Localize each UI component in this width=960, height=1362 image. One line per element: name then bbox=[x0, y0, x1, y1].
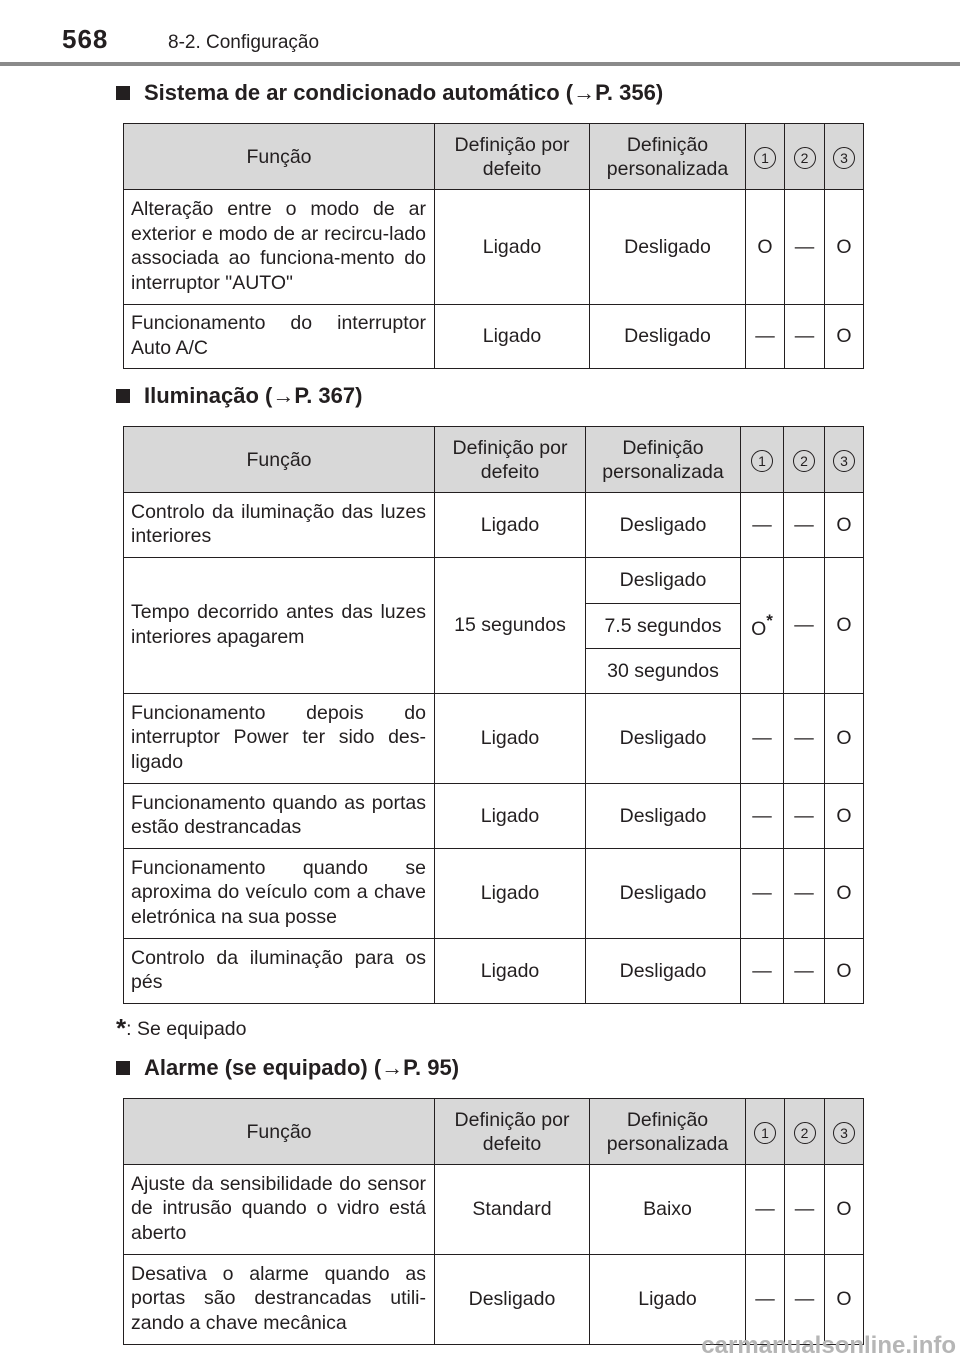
setting-2-cell: — bbox=[784, 784, 825, 849]
function-cell: Funcionamento quando se aproxima do veículo com a chave eletrónica na sua posse bbox=[124, 849, 435, 939]
setting-1-cell: — bbox=[746, 1165, 785, 1255]
function-cell: Controlo da iluminação das luzes interiores bbox=[124, 493, 435, 558]
table-row bbox=[124, 305, 864, 369]
setting-2-cell: — bbox=[784, 493, 825, 558]
custom-option-cell: Desligado bbox=[586, 558, 741, 604]
setting-1-cell: — bbox=[741, 694, 784, 784]
default-cell: Desligado bbox=[435, 1255, 590, 1345]
default-cell: Ligado bbox=[435, 190, 590, 305]
circled-1-icon: 1 bbox=[754, 147, 776, 169]
setting-2-cell: — bbox=[784, 939, 825, 1004]
table-row bbox=[124, 493, 864, 558]
circled-2-icon: 2 bbox=[794, 1122, 816, 1144]
col-header-3 bbox=[825, 1099, 864, 1165]
section-heading-lighting bbox=[116, 383, 362, 409]
custom-cell: Desligado bbox=[586, 939, 741, 1004]
col-header-function: Função bbox=[124, 124, 435, 190]
table-row bbox=[124, 694, 864, 784]
footnote bbox=[116, 1013, 246, 1044]
function-cell: Funcionamento depois do interruptor Power ter sido des-ligado bbox=[124, 694, 435, 784]
square-bullet-icon bbox=[116, 389, 130, 403]
col-header-custom: Definição personalizada bbox=[586, 427, 741, 493]
custom-cell: Desligado bbox=[586, 849, 741, 939]
function-cell: Funcionamento do interruptor Auto A/C bbox=[124, 305, 435, 369]
default-cell: Ligado bbox=[435, 305, 590, 369]
setting-3-cell: O bbox=[825, 305, 864, 369]
setting-1-cell: — bbox=[741, 784, 784, 849]
function-cell: Funcionamento quando as portas estão destrancadas bbox=[124, 784, 435, 849]
col-header-2 bbox=[784, 427, 825, 493]
table-header-row bbox=[124, 124, 864, 190]
section-heading-alarm bbox=[116, 1055, 459, 1081]
col-header-default: Definição por defeito bbox=[435, 124, 590, 190]
setting-3-cell: O bbox=[825, 190, 864, 305]
setting-1-cell: — bbox=[741, 493, 784, 558]
table-row bbox=[124, 849, 864, 939]
default-cell: Ligado bbox=[435, 694, 586, 784]
page-number: 568 bbox=[62, 24, 109, 54]
default-cell: Standard bbox=[435, 1165, 590, 1255]
setting-2-cell: — bbox=[785, 1165, 825, 1255]
footnote-mark: * bbox=[116, 1013, 127, 1043]
section-title: Sistema de ar condicionado automático (→P. 356) bbox=[144, 80, 664, 105]
header-divider bbox=[0, 62, 960, 66]
default-cell: Ligado bbox=[435, 784, 586, 849]
table-row bbox=[124, 190, 864, 305]
section-heading-ac bbox=[116, 80, 663, 106]
setting-2-cell: — bbox=[784, 694, 825, 784]
section-title: Alarme (se equipado) (→P. 95) bbox=[144, 1055, 460, 1080]
circled-2-icon: 2 bbox=[793, 450, 815, 472]
default-cell: Ligado bbox=[435, 849, 586, 939]
setting-1-cell: O bbox=[746, 190, 785, 305]
setting-3-cell: O bbox=[825, 558, 864, 694]
col-header-1 bbox=[746, 1099, 785, 1165]
col-header-custom: Definição personalizada bbox=[590, 124, 746, 190]
function-cell: Tempo decorrido antes das luzes interiores apagarem bbox=[124, 558, 435, 694]
col-header-2 bbox=[785, 1099, 825, 1165]
circled-1-icon: 1 bbox=[754, 1122, 776, 1144]
setting-1-cell bbox=[741, 558, 784, 694]
col-header-default: Definição por defeito bbox=[435, 427, 586, 493]
setting-2-cell: — bbox=[784, 849, 825, 939]
setting-3-cell: O bbox=[825, 694, 864, 784]
setting-2-cell: — bbox=[784, 558, 825, 694]
setting-3-cell: O bbox=[825, 784, 864, 849]
custom-cell: Baixo bbox=[590, 1165, 746, 1255]
setting-3-cell: O bbox=[825, 1255, 864, 1345]
footnote-mark: * bbox=[766, 611, 773, 631]
square-bullet-icon bbox=[116, 86, 130, 100]
settings-table-alarm bbox=[123, 1098, 864, 1345]
setting-1-cell: — bbox=[741, 849, 784, 939]
function-cell: Ajuste da sensibilidade do sensor de intrusão quando o vidro está aberto bbox=[124, 1165, 435, 1255]
watermark: carmanualsonline.info bbox=[701, 1332, 956, 1359]
settings-table-lighting bbox=[123, 426, 864, 1004]
custom-cell: Desligado bbox=[590, 190, 746, 305]
chapter-title: 8-2. Configuração bbox=[168, 32, 320, 53]
setting-3-cell: O bbox=[825, 939, 864, 1004]
section-title: Iluminação (→P. 367) bbox=[144, 383, 363, 408]
table-header-row bbox=[124, 1099, 864, 1165]
custom-cell: Ligado bbox=[590, 1255, 746, 1345]
function-cell: Alteração entre o modo de ar exterior e modo de ar recircu-lado associada ao funciona-mento do interruptor "AUTO" bbox=[124, 190, 435, 305]
table-row bbox=[124, 1165, 864, 1255]
setting-1-cell: — bbox=[746, 1255, 785, 1345]
col-header-function: Função bbox=[124, 427, 435, 493]
circled-1-icon: 1 bbox=[751, 450, 773, 472]
settings-table-ac bbox=[123, 123, 864, 369]
function-cell: Desativa o alarme quando as portas são destrancadas utili-zando a chave mecânica bbox=[124, 1255, 435, 1345]
setting-2-cell: — bbox=[785, 1255, 825, 1345]
table-header-row bbox=[124, 427, 864, 493]
setting-1-cell: — bbox=[741, 939, 784, 1004]
setting-1-value: O bbox=[751, 618, 767, 641]
col-header-2 bbox=[785, 124, 825, 190]
col-header-custom: Definição personalizada bbox=[590, 1099, 746, 1165]
table-row bbox=[124, 939, 864, 1004]
default-cell: Ligado bbox=[435, 939, 586, 1004]
col-header-function: Função bbox=[124, 1099, 435, 1165]
setting-2-cell: — bbox=[785, 190, 825, 305]
footnote-text: : Se equipado bbox=[126, 1018, 247, 1040]
col-header-1 bbox=[741, 427, 784, 493]
custom-cell: Desligado bbox=[586, 784, 741, 849]
setting-3-cell: O bbox=[825, 849, 864, 939]
setting-3-cell: O bbox=[825, 493, 864, 558]
col-header-default: Definição por defeito bbox=[435, 1099, 590, 1165]
custom-cell: Desligado bbox=[586, 694, 741, 784]
circled-3-icon: 3 bbox=[833, 1122, 855, 1144]
table-row bbox=[124, 558, 864, 604]
circled-3-icon: 3 bbox=[833, 450, 855, 472]
circled-3-icon: 3 bbox=[833, 147, 855, 169]
col-header-1 bbox=[746, 124, 785, 190]
circled-2-icon: 2 bbox=[794, 147, 816, 169]
custom-cell: Desligado bbox=[586, 493, 741, 558]
col-header-3 bbox=[825, 124, 864, 190]
table-row bbox=[124, 1255, 864, 1345]
setting-2-cell: — bbox=[785, 305, 825, 369]
custom-cell: Desligado bbox=[590, 305, 746, 369]
col-header-3 bbox=[825, 427, 864, 493]
custom-option-cell: 7.5 segundos bbox=[586, 604, 741, 649]
square-bullet-icon bbox=[116, 1061, 130, 1075]
setting-3-cell: O bbox=[825, 1165, 864, 1255]
default-cell: Ligado bbox=[435, 493, 586, 558]
setting-1-cell: — bbox=[746, 305, 785, 369]
default-cell: 15 segundos bbox=[435, 558, 586, 694]
function-cell: Controlo da iluminação para os pés bbox=[124, 939, 435, 1004]
table-row bbox=[124, 784, 864, 849]
custom-option-cell: 30 segundos bbox=[586, 649, 741, 694]
